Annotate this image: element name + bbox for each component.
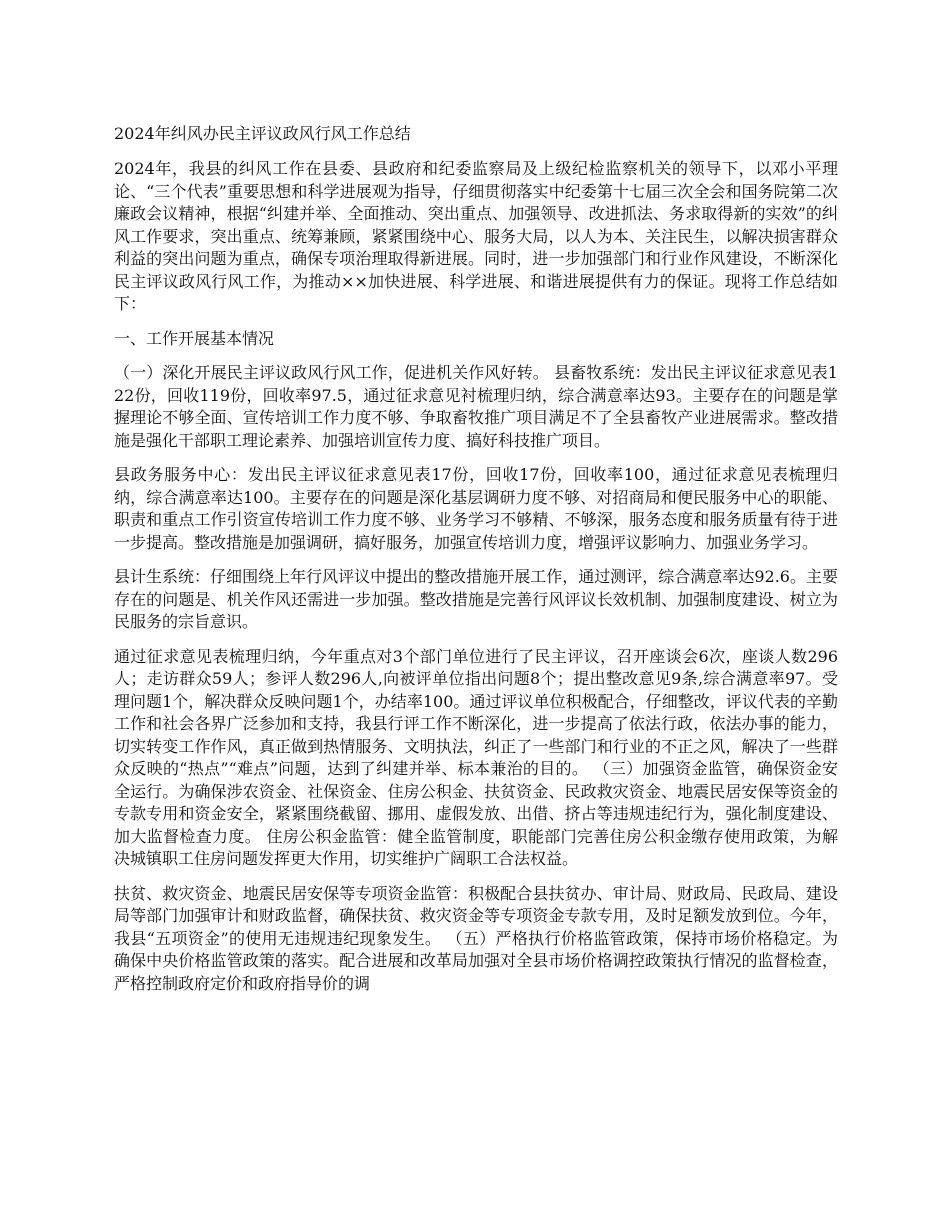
paragraph-evaluation-results-and-fund-supervision: 通过征求意见表梳理归纳，今年重点对3个部门单位进行了民主评议，召开座谈会6次，座谈人数296人；走访群众59人；参评人数296人,向被评单位指出问题8个；提出整改意见9条,综合满意率97。受理问题1个，解决群众反映问题1个，办结率100。通过评议单位积极配合，仔细整改，评议代表的辛勤工作和社会各界广泛参加和支持，我县行评工作不断深化，进一步提高了依法行政，依法办事的能力，切实转变工作作风，真正做到热情服务、文明执法，纠正了一些部门和行业的不正之风，解决了一些群众反映的“热点”“难点”问题，达到了纠建并举、标本兼治的目的。 （三）加强资金监管，确保资金安全运行。为确保涉农资金、社保资金、住房公积金、扶贫资金、民政救灾资金、地震民居安保等资金的专款专用和资金安全，紧紧围绕截留、挪用、虚假发放、出借、挤占等违规违纪行为，强化制度建设、加大监督检查力度。 住房公积金监管：健全监管制度，职能部门完善住房公积金缴存使用政策，为解决城镇职工住房问题发挥更大作用，切实维护广阔职工合法权益。 <box>114 646 838 868</box>
section-heading-basic-situation: 一、工作开展基本情况 <box>114 328 275 348</box>
paragraph-livestock-system: （一）深化开展民主评议政风行风工作，促进机关作风好转。 县畜牧系统：发出民主评议征求意见表122份，回收119份，回收率97.5，通过征求意见衬梳理归纳，综合满意率达93。主要存在的问题是掌握理论不够全面、宣传培训工作力度不够、争取畜牧推广项目满足不了全县畜牧产业进展需求。整改措施是强化干部职工理论素养、加强培训宣传力度、搞好科技推广项目。 <box>114 363 838 450</box>
paragraph-government-service-center: 县政务服务中心：发出民主评议征求意见表17份，回收17份，回收率100，通过征求意见表梳理归纳，综合满意率达100。主要存在的问题是深化基层调研力度不够、对招商局和便民服务中心的职能、职责和重点工作引资宣传培训工作力度不够、业务学习不够精、不够深，服务态度和服务质量有待于进一步提高。整改措施是加强调研，搞好服务，加强宣传培训力度，增强评议影响力、加强业务学习。 <box>114 465 838 552</box>
intro-paragraph: 2024年，我县的纠风工作在县委、县政府和纪委监察局及上级纪检监察机关的领导下，以邓小平理论、“三个代表”重要思想和科学进展观为指导，仔细贯彻落实中纪委第十七届三次全会和国务院第二次廉政会议精神，根据“纠建并举、全面推动、突出重点、加强领导、改进抓法、务求取得新的实效”的纠风工作要求，突出重点、统筹兼顾，紧紧围绕中心、服务大局，以人为本、关注民生，以解决损害群众利益的突出问题为重点，确保专项治理取得新进展。同时，进一步加强部门和行业作风建设，不断深化民主评议政风行风工作，为推动××加快进展、科学进展、和谐进展提供有力的保证。现将工作总结如下： <box>114 159 838 313</box>
document-title: 2024年纠风办民主评议政风行风工作总结 <box>114 124 411 143</box>
paragraph-special-funds-and-price-supervision: 扶贫、救灾资金、地震民居安保等专项资金监管：积极配合县扶贫办、审计局、财政局、民政局、建设局等部门加强审计和财政监督，确保扶贫、救灾资金等专项资金专款专用，及时足额发放到位。今年，我县“五项资金”的使用无违规违纪现象发生。 （五）严格执行价格监管政策，保持市场价格稳定。为确保中央价格监管政策的落实。配合进展和改革局加强对全县市场价格调控政策执行情况的监督检查，严格控制政府定价和政府指导价的调 <box>114 883 838 993</box>
document-page <box>114 122 838 1007</box>
paragraph-family-planning-system: 县计生系统：仔细围绕上年行风评议中提出的整改措施开展工作，通过测评，综合满意率达92.6。主要存在的问题是、机关作风还需进一步加强。整改措施是完善行风评议长效机制、加强制度建设、树立为民服务的宗旨意识。 <box>114 567 838 631</box>
